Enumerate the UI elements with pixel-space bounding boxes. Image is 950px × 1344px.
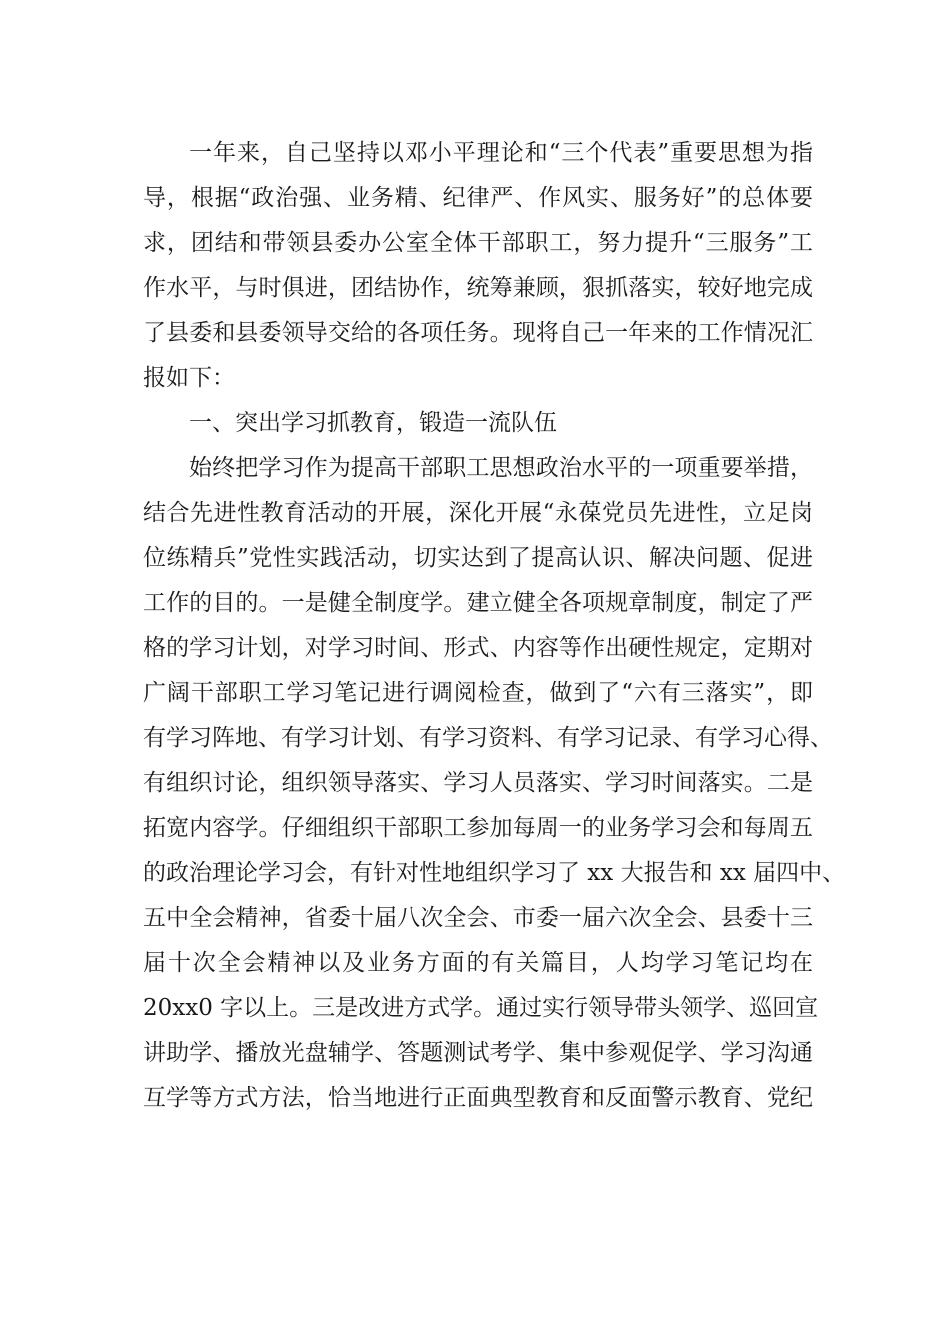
paragraph-line: 互学等方式方法，恰当地进行正面典型教育和反面警示教育、党纪 [143, 1085, 813, 1111]
paragraph-line: 有组织讨论，组织领导落实、学习人员落实、学习时间落实。二是 [143, 770, 813, 796]
paragraph-line: 广阔干部职工学习笔记进行调阅检查，做到了“六有三落实”，即 [143, 680, 813, 706]
paragraph-line: 工作的目的。一是健全制度学。建立健全各项规章制度，制定了严 [143, 590, 813, 616]
paragraph-line: 导，根据“政治强、业务精、纪律严、作风实、服务好”的总体要 [143, 185, 813, 211]
paragraph-line: 拓宽内容学。仔细组织干部职工参加每周一的业务学习会和每周五 [143, 815, 813, 841]
body-text [143, 131, 846, 1121]
paragraph-line: 结合先进性教育活动的开展，深化开展“永葆党员先进性，立足岗 [143, 500, 813, 526]
paragraph-line: 届十次全会精神以及业务方面的有关篇目，人均学习笔记均在 [143, 950, 813, 976]
paragraph-line: 五中全会精神，省委十届八次全会、市委一届六次全会、县委十三 [143, 905, 813, 931]
paragraph-line: 作水平，与时俱进，团结协作，统筹兼顾，狠抓落实，较好地完成 [143, 275, 813, 301]
paragraph-line: 20xx0 字以上。三是改进方式学。通过实行领导带头领学、巡回宣 [143, 995, 819, 1021]
paragraph-line: 始终把学习作为提高干部职工思想政治水平的一项重要举措， [189, 455, 813, 481]
paragraph-line: 讲助学、播放光盘辅学、答题测试考学、集中参观促学、学习沟通 [143, 1040, 813, 1066]
paragraph-line: 一年来，自己坚持以邓小平理论和“三个代表”重要思想为指 [189, 140, 813, 166]
paragraph-line: 的政治理论学习会，有针对性地组织学习了 xx 大报告和 xx 届四中、 [143, 860, 846, 886]
paragraph-line: 有学习阵地、有学习计划、有学习资料、有学习记录、有学习心得、 [143, 725, 833, 751]
paragraph-line: 求，团结和带领县委办公室全体干部职工，努力提升“三服务”工 [143, 230, 813, 256]
paragraph-line: 格的学习计划，对学习时间、形式、内容等作出硬性规定，定期对 [143, 635, 813, 661]
paragraph-line: 位练精兵”党性实践活动，切实达到了提高认识、解决问题、促进 [143, 545, 813, 571]
paragraph-line: 了县委和县委领导交给的各项任务。现将自己一年来的工作情况汇 [143, 320, 813, 346]
section-heading: 一、突出学习抓教育，锻造一流队伍 [189, 410, 557, 436]
paragraph-line: 报如下： [143, 365, 235, 391]
